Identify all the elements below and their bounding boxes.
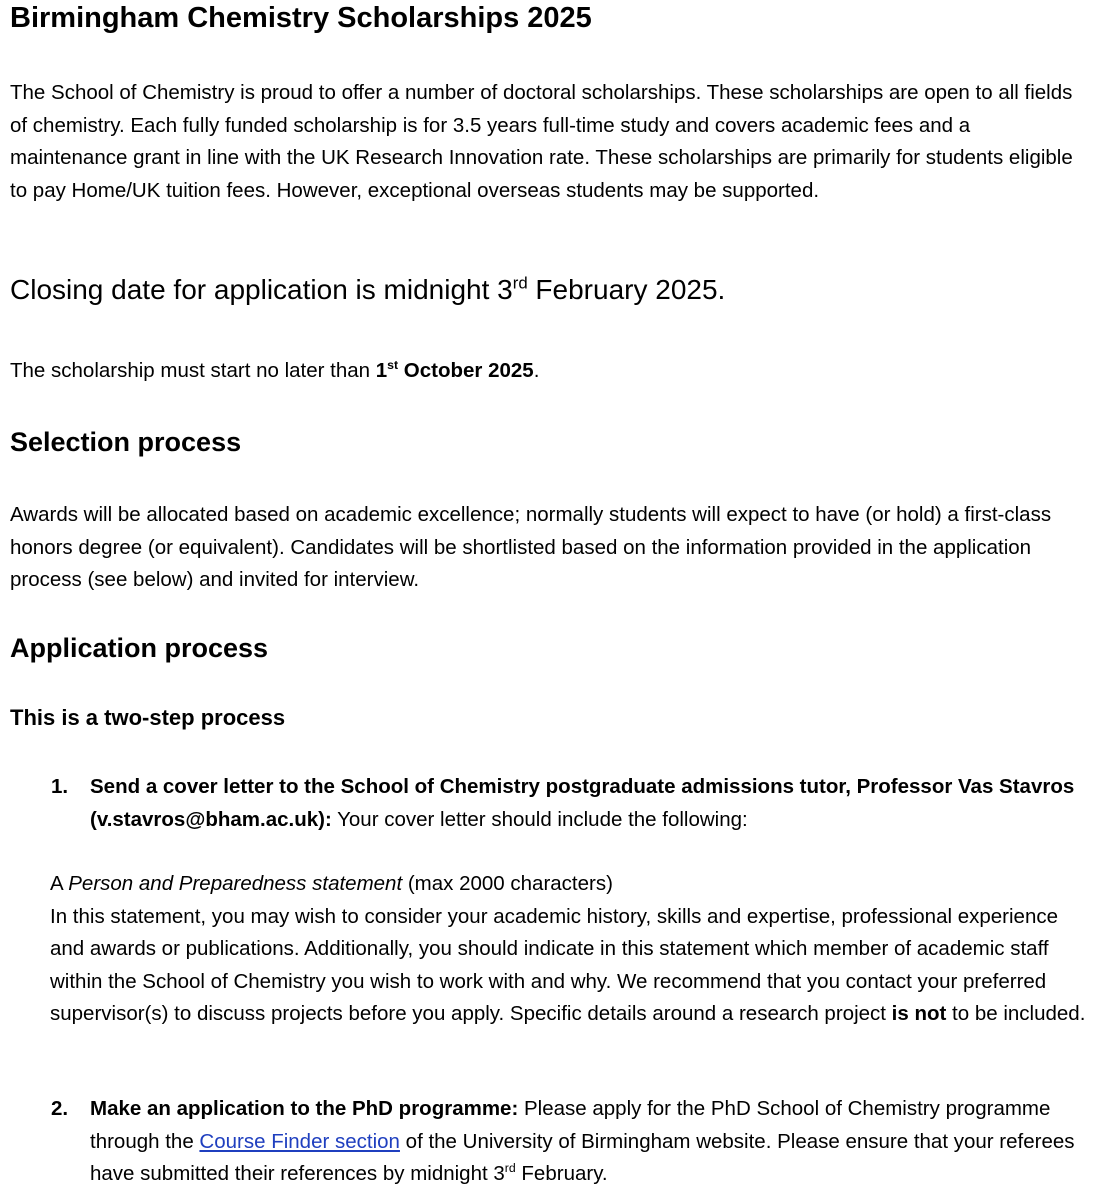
step-1-body (90, 771, 1091, 836)
selection-paragraph: Awards will be allocated based on academic excellence; normally students will expect to have (or hold) a first-class honors degree (or equivalent). Candidates will be shortlisted based on the information provided in the application process (see below) and invited for interview. (10, 503, 1052, 591)
application-subheading: This is a two-step process (10, 705, 286, 730)
statement-body: In this statement, you may wish to consider your academic history, skills and expertise, professional experience and awards or publications. Additionally, you should indicate in this statement which member of academic staff within the School of Chemistry you wish to work with and why. We recommend that you contact your preferred supervisor(s) to discuss projects before you apply. Specific details around a research project (50, 904, 1059, 1025)
statement-name: Person and Preparedness statement (68, 872, 403, 895)
statement-a: A (50, 872, 69, 895)
step-1-number: 1. (51, 775, 69, 798)
statement-emphasis: is not (891, 1002, 947, 1025)
statement-max: (max 2000 characters) (402, 872, 613, 895)
step-2-text-cont: of the University of Birmingham website. Please ensure that your referees have submitted their references by midnight 3 (90, 1129, 1075, 1185)
start-date-day: 1 (375, 359, 388, 382)
statement-block (50, 868, 1090, 1031)
start-date-text: The scholarship must start no later than (10, 359, 376, 382)
intro-paragraph: The School of Chemistry is proud to offer a number of doctoral scholarships. These scholarships are open to all fields of chemistry. Each fully funded scholarship is for 3.5 years full-time study and covers academic fees and a maintenance grant in line with the UK Research Innovation rate. These scholarships are primarily for students eligible to pay Home/UK tuition fees. However, exceptional overseas students may be supported. (10, 81, 1073, 202)
step-1-title: Send a cover letter to the School of Chemistry postgraduate admissions tutor, Professor Vas Stavros (v.stavros@bham.ac.uk): (90, 775, 1075, 831)
start-date-period: . (533, 359, 540, 382)
start-date-suffix: st (387, 358, 399, 373)
start-date-value (376, 359, 534, 382)
start-date-month: October 2025 (398, 359, 534, 382)
application-heading: Application process (10, 633, 269, 663)
step-2-body (90, 1093, 1091, 1191)
step-2-text: Please apply for the PhD School of Chemistry programme through the (90, 1097, 1051, 1153)
step-2-title: Make an application to the PhD programme: (90, 1097, 519, 1120)
step-2-number: 2. (51, 1097, 69, 1120)
step-2-text-end: February. (515, 1162, 608, 1185)
closing-date-suffix: rd (512, 273, 528, 293)
course-finder-link[interactable]: Course Finder section (199, 1129, 400, 1153)
step-1 (51, 771, 1091, 836)
step-2 (51, 1093, 1091, 1191)
selection-heading: Selection process (10, 427, 242, 457)
closing-date (10, 274, 725, 306)
step-2-date-suffix: rd (504, 1161, 516, 1176)
statement-end: to be included. (946, 1002, 1086, 1025)
step-1-text: Your cover letter should include the following: (331, 807, 748, 831)
start-date (10, 359, 539, 383)
page-title: Birmingham Chemistry Scholarships 2025 (10, 2, 592, 34)
closing-date-text: Closing date for application is midnight 3 (10, 274, 513, 305)
closing-date-month: February 2025. (527, 274, 726, 305)
